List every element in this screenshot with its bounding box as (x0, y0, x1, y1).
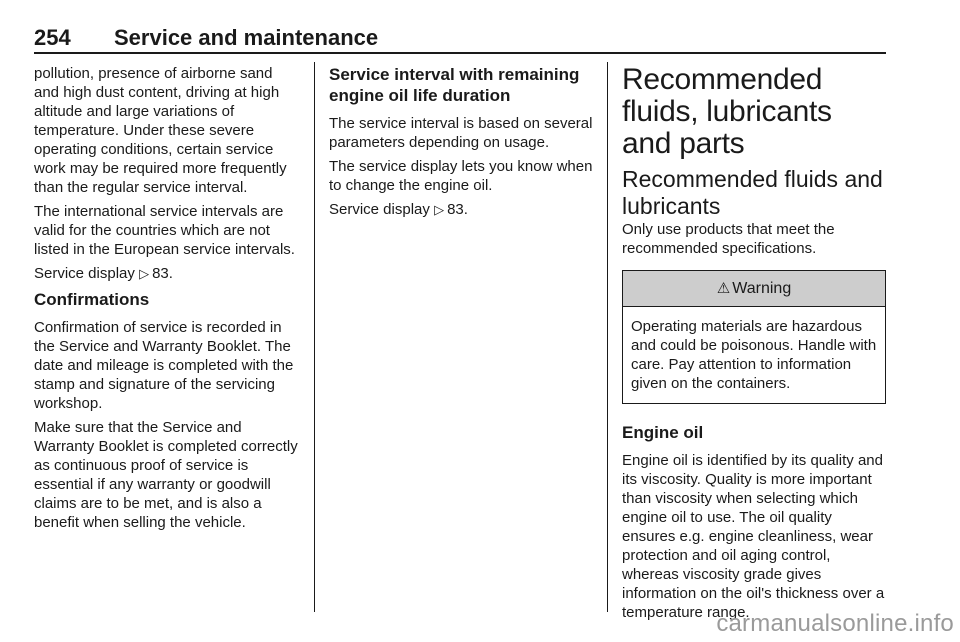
paragraph: The service interval is based on several parameters depending on usage. (329, 115, 593, 151)
paragraph: Engine oil is identified by its quality and its viscosity. Quality is more important than viscosity when selecting which engine oil to use. The oil quality ensures e.g. engine cleanliness, wear protection and oil aging control, whereas viscosity grade gives information on the oil's thickness over a temperature range. (622, 452, 885, 621)
paragraph: The service display lets you know when to change the engine oil. (329, 158, 593, 194)
heading-engine-oil: Engine oil (622, 423, 704, 442)
heading-service-interval: Service interval with remaining engine oil life duration (329, 65, 580, 105)
column-3 (622, 64, 886, 627)
page-reference-arrow-icon: ▷ (139, 266, 150, 281)
paragraph: The international service intervals are valid for the countries which are not listed in the European service intervals. (34, 203, 295, 258)
column-divider (607, 62, 608, 612)
service-display-reference (34, 264, 300, 283)
page-header (34, 26, 886, 50)
column-2 (329, 64, 595, 224)
reference-page[interactable]: 83. (447, 201, 468, 218)
paragraph: Make sure that the Service and Warranty Booklet is completed correctly as continuous proof of service is essential if any warranty or goodwill claims are to be met, and is also a benefit when selling the vehicle. (34, 419, 298, 531)
paragraph: Confirmation of service is recorded in the Service and Warranty Booklet. The date and mileage is completed with the stamp and signature of the servicing workshop. (34, 319, 294, 412)
paragraph: Only use products that meet the recommended specifications. (622, 221, 835, 257)
page-number: 254 (34, 25, 71, 50)
column-1 (34, 64, 300, 537)
chapter-heading: Recommended fluids, lubricants and parts (622, 63, 832, 160)
reference-page[interactable]: 83. (152, 265, 173, 282)
heading-confirmations: Confirmations (34, 290, 150, 309)
warning-header (623, 271, 885, 307)
reference-text: Service display (329, 201, 430, 218)
warning-triangle-icon: ⚠ (716, 280, 731, 297)
warning-body (623, 307, 885, 403)
warning-title: Warning (732, 280, 792, 297)
warning-text: Operating materials are hazardous and could be poisonous. Handle with care. Pay attention to information given on the containers. (631, 318, 877, 392)
section-heading: Recommended fluids and lubricants (622, 166, 883, 219)
page-reference-arrow-icon: ▷ (434, 202, 445, 217)
watermark: carmanualsonline.info (716, 610, 954, 637)
section-title: Service and maintenance (114, 25, 379, 50)
warning-box (622, 270, 886, 404)
column-divider (314, 62, 315, 612)
reference-text: Service display (34, 265, 135, 282)
paragraph: pollution, presence of airborne sand and high dust content, driving at high altitude and large variations of temperature. Under these severe operating conditions, certain service work may be required more frequently than the regular service interval. (34, 65, 287, 196)
service-display-reference (329, 200, 595, 219)
header-divider (34, 52, 886, 54)
